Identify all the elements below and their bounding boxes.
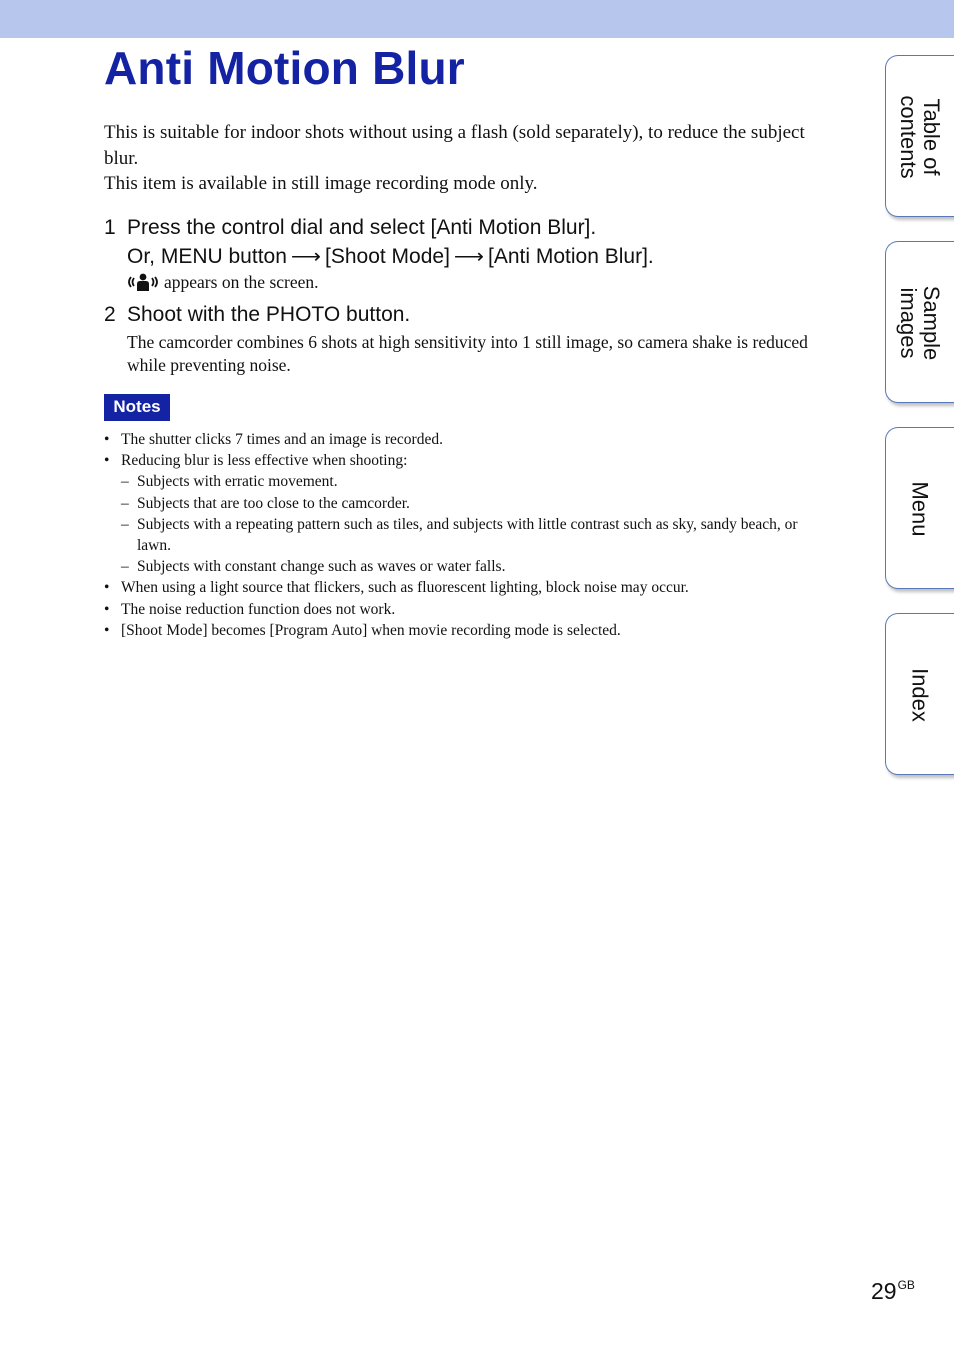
tab-label-line: Index (907, 668, 933, 722)
tab-label-line: Table of (919, 98, 944, 176)
page-number-value: 29 (871, 1278, 897, 1304)
bullet-marker: • (104, 600, 110, 618)
bullet-marker: • (104, 621, 110, 639)
tab-index[interactable] (885, 613, 954, 775)
note-text: [Shoot Mode] becomes [Program Auto] when movie recording mode is selected. (121, 621, 621, 639)
header-band (0, 0, 954, 38)
step-instruction: Shoot with the PHOTO button. (127, 303, 411, 326)
list-item (104, 429, 824, 450)
list-item (104, 514, 824, 556)
list-item (104, 493, 824, 514)
tab-table-of-contents[interactable] (885, 55, 954, 217)
bullet-marker: • (104, 431, 110, 448)
tab-label (897, 286, 943, 361)
dash-marker: – (121, 515, 129, 533)
dash-marker: – (121, 558, 129, 576)
note-text: Subjects with erratic movement. (137, 473, 338, 491)
note-text: The noise reduction function does not work. (121, 600, 396, 618)
list-item (104, 471, 824, 492)
tab-label (897, 95, 943, 178)
arrow-right-icon: ⟶ (290, 245, 321, 268)
note-text: Reducing blur is less effective when shooting: (121, 452, 408, 470)
tab-label (909, 481, 932, 536)
intro-paragraph-2: This item is available in still image recording mode only. (104, 173, 538, 194)
step-alternative (127, 242, 824, 271)
notes-badge: Notes (104, 394, 170, 421)
tab-label-line: contents (896, 95, 921, 179)
note-text: Subjects with a repeating pattern such as tiles, and subjects with little contrast such as sky, sandy beach, or lawn. (137, 515, 798, 555)
list-item (104, 450, 824, 471)
tab-label-line: Sample (919, 285, 944, 361)
bullet-marker: • (104, 452, 110, 470)
step-1 (104, 213, 824, 298)
screen-note-text: appears on the screen. (164, 272, 319, 292)
tab-label-line: Menu (907, 481, 933, 537)
step-screen-note (127, 271, 824, 298)
list-item (104, 577, 824, 598)
intro-paragraph-1: This is suitable for indoor shots without using a flash (sold separately), to reduce the subject blur. (104, 122, 805, 169)
page-title: Anti Motion Blur (104, 42, 465, 94)
tab-menu[interactable] (885, 427, 954, 589)
step-number: 2 (104, 303, 116, 326)
shoot-mode-text: [Shoot Mode] (325, 245, 450, 268)
notes-list (104, 429, 824, 641)
tab-sample-images[interactable] (885, 241, 954, 403)
list-item (104, 599, 824, 620)
step-number: 1 (104, 216, 116, 239)
list-item (104, 556, 824, 577)
tab-label (909, 668, 932, 722)
intro-text (104, 120, 824, 197)
note-text: The shutter clicks 7 times and an image is recorded. (121, 431, 443, 448)
note-text: Subjects that are too close to the camcorder. (137, 494, 410, 512)
note-text: Subjects with constant change such as waves or water falls. (137, 558, 506, 576)
step-instruction: Press the control dial and select [Anti Motion Blur]. (127, 216, 597, 239)
anti-motion-blur-icon (127, 272, 159, 298)
bullet-marker: • (104, 579, 110, 597)
page-number (871, 1278, 915, 1305)
tab-label-line: images (896, 287, 921, 359)
list-item (104, 620, 824, 641)
menu-button-text: Or, MENU button (127, 245, 287, 268)
step-detail: The camcorder combines 6 shots at high sensitivity into 1 still image, so camera shake is reduced while preventing noise. (127, 332, 808, 375)
page-region-code: GB (897, 1278, 915, 1292)
step-2 (104, 300, 824, 377)
dash-marker: – (121, 494, 129, 512)
arrow-right-icon: ⟶ (453, 245, 485, 268)
note-text: When using a light source that flickers, such as fluorescent lighting, block noise may occur. (121, 579, 689, 597)
anti-motion-blur-text: [Anti Motion Blur]. (488, 245, 654, 268)
dash-marker: – (121, 473, 129, 491)
